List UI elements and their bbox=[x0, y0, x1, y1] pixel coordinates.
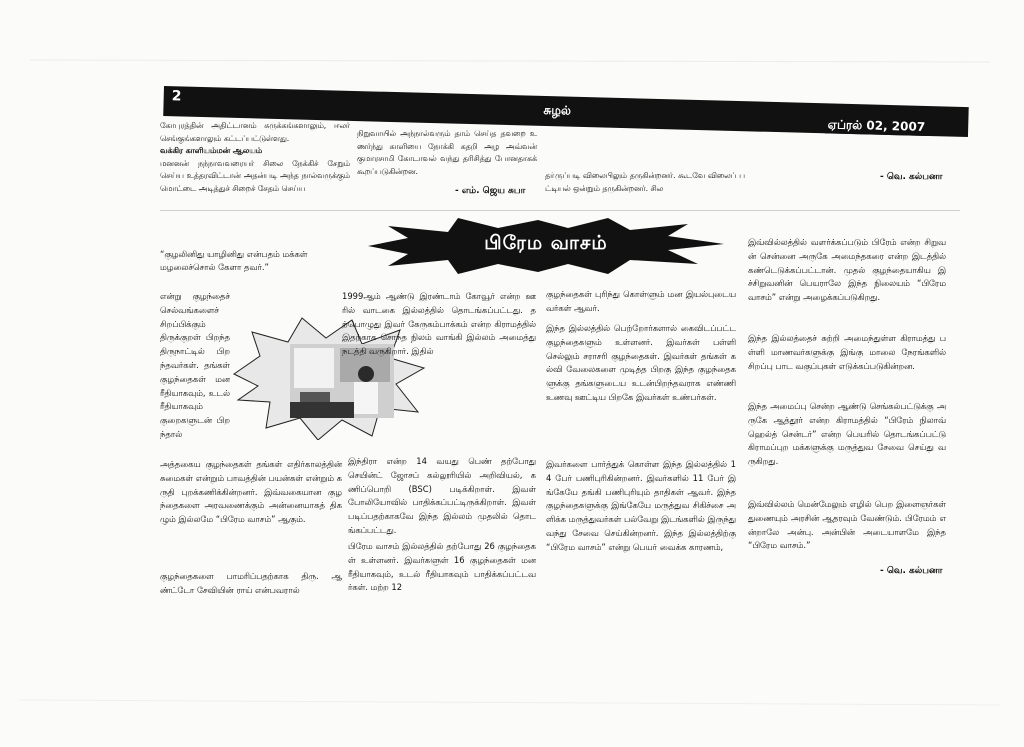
top-col3-byline: - வெ. கல்பனா bbox=[880, 172, 943, 182]
section-divider bbox=[160, 210, 960, 211]
pull-quote: “குழலினிது யாழினிது என்பதம் மக்கள் மழலைச்சொல் கேளா தவர்.” bbox=[160, 249, 308, 272]
article-byline: - வெ. கல்பனா bbox=[880, 566, 943, 576]
top-col1-text-b: மனனன் நந்நாவவரையர் சிலை நேக்கிச் சேறும் செய்ய உத்தரவிட்டான் அதன்படி அந்த நால்வருக்கும் மொட்டை அடித்துச் சிறைச் சேதம் செய்ய bbox=[160, 158, 350, 193]
article-title-banner bbox=[368, 218, 724, 274]
top-strip-col3 bbox=[545, 170, 745, 195]
masthead: சுழல் bbox=[543, 102, 572, 118]
article-col4-b: இந்த இல்லத்தைச் சுற்றி அமைந்துள்ள கிராமத்து பள்ளி மாணவர்களுக்கு இங்கு மாலை நேரங்களில் சிறப்பு பாட வகுப்புகள் எடுக்கப்படுகின்றன. bbox=[748, 333, 946, 371]
top-col1-text: கோபுரத்தின் அதிட்டானம் சுருக்கங்களாலும், ஈலர் செங்குங்களாலும் கட்டப்பட்டுள்ளது. bbox=[160, 121, 350, 143]
article-col3-c: இவர்களை பார்த்துக் கொள்ள இந்த இல்லத்தில் 14 பேர் பணிபுரிகின்றனர். இவர்களில் 11 பேர் இங்கேயே தங்கி பணிபுரியும் தாதிகள் ஆவர். இந்த குழந்தைகளுக்கு இங்கேயே மருத்துவ சிகிச்சை அளிக்க மருத்துவர்கள் பல்வேறு இடங்களில் இருந்து வந்து சேவை செய்கின்றனர். இந்த இல்லத்திற்கு “பிரேம வாசம்” என்று பெயர் வைக்க காரணம், bbox=[546, 459, 736, 552]
top-strip-col1 bbox=[160, 120, 350, 195]
article-col1-b: அத்தகைய குழந்தைகள் தங்கள் எதிர்காலத்தின் சுமைகள் என்றும் பாவத்தின் பயன்கள் என்றும் கருதி புறக்கணிக்கின்றனர். இவ்வகையான குழந்தைகளை அரவணைக்கும் அன்னையாகத் திகழும் இல்லமே “பிரேம வாசம்” ஆகும். bbox=[160, 459, 343, 525]
article-col4-a: இவ்வில்லத்தில் வளர்க்கப்படும் பிரேம் என்ற சிறுவன் சென்னை அருகே அமைந்தகரை என்ற இடத்தில் கண்டெடுக்கப்பட்டான். முதல் குழந்தையாகிய இச்சிறுவனின் பெயராலே இந்த நிலையம் “பிரேம வாசம்” என்று அழைக்கப்படுகிறது. bbox=[748, 237, 946, 303]
article-col2-a: 1999ஆம் ஆண்டு இரண்டாம் கோவூர் என்ற ஊரில் வாடகை இல்லத்தில் தொடங்கப்பட்டது. தற்பொழுது இவர் கேருகம்பாக்கம் என்ற கிராமத்தில் இதற்காக சொந்த நிலம் வாங்கி இல்லம் அமைத்து நடத்தி வருகிறார். இதில் bbox=[342, 291, 536, 357]
top-col1-subhead: வக்கிர காளியம்மன் ஆலயம் bbox=[160, 146, 263, 155]
top-col2-byline: - எம். ஜெய சுபா bbox=[455, 186, 526, 196]
article-col1-a: என்று குழந்தைச் செல்வங்களைச் சிறப்பிக்கும் திருக்குறள் பிறந்த திருநாட்டில் பிறந்தவர்கள். தங்கள் குழந்தைகள் மனரீதியாகவும், உடல் ரீதியாகவும் குறைகளுடன் பிறந்தால் bbox=[160, 291, 230, 439]
top-col3-text: தா்ருப்படி விலைபிலும் தருகின்றனர். கூடவே விலைப் பட்டியல் ஒன்றும் தருகின்றனர். சில bbox=[545, 171, 745, 193]
page-number: 2 bbox=[171, 88, 182, 105]
article-title: பிரேம வாசம் bbox=[484, 232, 608, 254]
article-col2-c: பிரேம வாசம் இல்லத்தில் தற்போது 26 குழந்தைகள் உள்ளனர். இவர்களுள் 16 குழந்தைகள் மனரீதியாகவும், உடல் ரீதியாகவும் பாதிக்கப்பட்டவர்கள். மற்ற 12 bbox=[348, 541, 536, 593]
article-col2-b: இந்திரா என்ற 14 வயது பெண் தற்போது செயின்ட் ஜோசப் கல்லூரியில் அறிவியல், கணிப்பொறி (BSC) படிக்கிறாள். இவள் போலியோவில் பாதிக்கப்பட்டிருக்கிறாள். இவள் படிப்பதற்காகவே இந்த இல்லம் முதலில் தொடங்கப்பட்டது. bbox=[348, 456, 536, 535]
top-strip-col2 bbox=[357, 128, 537, 178]
article-col4-c: இந்த அமைப்பு சென்ற ஆண்டு செங்கல்பட்டுக்கு அருகே ஆத்தூர் என்ற கிராமத்தில் “பிரேம் நிலாவ் ஹெல்த் சென்டர்” என்ற பெயரில் தொடங்கப்பட்டு கிராமப்புற மக்களுக்கு மருத்துவ சேவை செய்து வருகிறது. bbox=[748, 401, 946, 467]
article-col4-d: இவ்வில்லம் மென்மேலும் எழில் பெற இளைஞர்கள் துணையும் அரசின் ஆதரவும் வேண்டும். பிரேமம் என்றாலே அன்பு. அன்பின் அடையாளமே இந்த “பிரேம வாசம்.” bbox=[748, 499, 946, 551]
article-col1-c: குழந்தைகளை பாமரிப்பதற்காக திரு. ஆண்ட்டோ சேவியின் ராய் என்பவரால் bbox=[160, 571, 342, 595]
article-col3-b: இந்த இல்லத்தில் பெற்றோர்களால் கைவிடப்பட்ட குழந்தைகளும் உள்ளனர். இவர்கள் பள்ளி செல்லும் சராசரி குழந்தைகள். இவர்கள் தங்கள் கல்வி வேலைகளை முடித்த பிறகு இந்த குழந்தைகளுக்கு தங்களுடைய உடன்பிறந்தவராக எண்ணி உணவு ஊட்டிய பிறகே இவர்கள் உண்பர்கள். bbox=[546, 323, 736, 402]
article-col3-a: குழந்தைகள் புரிந்து கொள்ளும் மன இயல்புடையவர்கள் ஆவர். bbox=[546, 289, 736, 313]
top-col2-text: நிறுவாயில் அந்நால்வரும் தாம் செய்த தவறை உணர்ந்து காளியை நோக்கி கதறி அழ அவ்வன் குமாரசாமி கோடாவல் வந்து தரிசித்து போனதாகக் கூறப்படுகின்றன. bbox=[357, 129, 537, 176]
issue-date: ஏப்ரல் 02, 2007 bbox=[825, 117, 929, 136]
